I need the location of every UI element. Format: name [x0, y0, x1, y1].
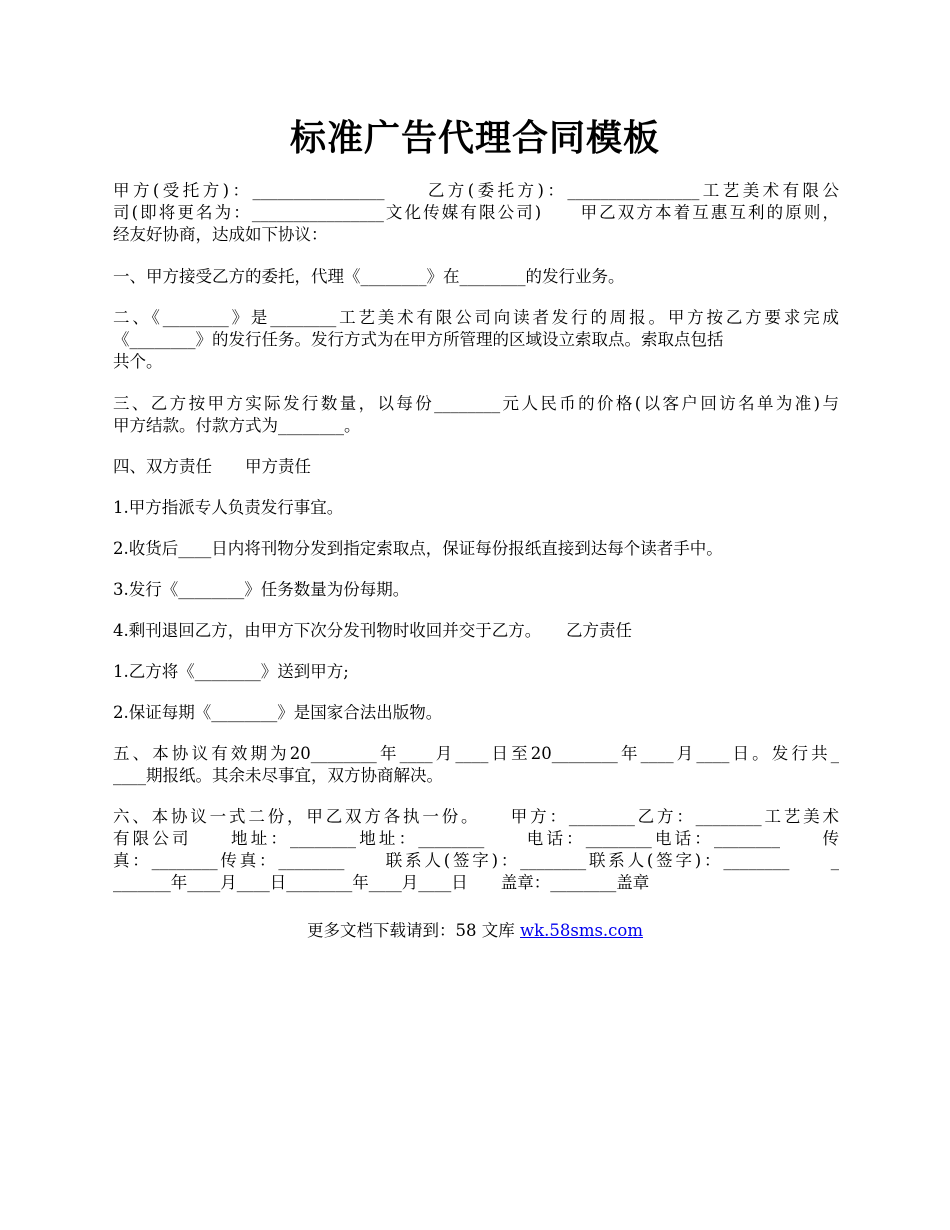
clause-1 [113, 266, 839, 288]
party-a-duty-1 [113, 497, 839, 519]
clause-3 [113, 393, 839, 437]
footer-link[interactable]: wk.58sms.com [519, 921, 643, 940]
text-line: 五、本协议有效期为20________年____月____日至20________年____月____日。发行共_ [113, 744, 839, 763]
text-line: 1.乙方将《________》送到甲方; [113, 662, 349, 681]
party-b-duty-1 [113, 661, 839, 683]
party-a-duty-3 [113, 579, 839, 601]
text-line: 三、乙方按甲方实际发行数量，以每份________元人民币的价格(以客户回访名单为准)与 [113, 394, 839, 413]
party-a-duty-2 [113, 538, 839, 560]
text-line: 4.剩刊退回乙方，由甲方下次分发刊物时收回并交于乙方。 乙方责任 [113, 621, 632, 640]
text-line: 甲方结款。付款方式为________。 [113, 416, 361, 435]
text-line: 3.发行《________》任务数量为份每期。 [113, 580, 410, 599]
text-line: 共个。 [113, 352, 163, 371]
text-line: 1.甲方指派专人负责发行事宜。 [113, 498, 344, 517]
text-line: 真：________传真：________ 联系人(签字)：________联系人(签字)：________ _ [113, 851, 839, 870]
document-title: 标准广告代理合同模板 [289, 117, 660, 159]
text-line: 有限公司 地址：________地址：________ 电话：________电话：________ 传 [113, 829, 839, 848]
text-line: 甲方(受托方)：________________ 乙方(委托方)：________________工艺美术有限公 [113, 181, 839, 200]
download-footer [0, 917, 950, 941]
party-a-duty-4 [113, 620, 839, 642]
clause-4-heading [113, 456, 839, 478]
clause-6-signatures [113, 806, 839, 894]
text-line: ____期报纸。其余未尽事宜，双方协商解决。 [113, 766, 443, 785]
text-line: 《________》的发行任务。发行方式为在甲方所管理的区域设立索取点。索取点包括 [113, 330, 724, 349]
text-line: 经友好协商，达成如下协议： [113, 225, 328, 244]
text-line: 司(即将更名为：________________文化传媒有限公司) 甲乙双方本着互惠互利的原则， [113, 203, 839, 222]
party-b-duty-2 [113, 702, 839, 724]
clause-2 [113, 307, 839, 373]
text-line: 四、双方责任 甲方责任 [113, 457, 311, 476]
text-line: 2.收货后____日内将刊物分发到指定索取点，保证每份报纸直接到达每个读者手中。 [113, 539, 723, 558]
text-line: 2.保证每期《________》是国家合法出版物。 [113, 703, 443, 722]
text-line: 六、本协议一式二份，甲乙双方各执一份。 甲方：________乙方：________工艺美术 [113, 807, 839, 826]
text-line: _______年____月____日________年____月____日 盖章：________盖章 [113, 873, 650, 892]
clause-5 [113, 743, 839, 787]
footer-text: 更多文档下载请到：58 文库 [306, 921, 520, 940]
text-line: 二、《________》是________工艺美术有限公司向读者发行的周报。甲方按乙方要求完成 [113, 308, 839, 327]
text-line: 一、甲方接受乙方的委托，代理《________》在________的发行业务。 [113, 267, 625, 286]
paragraph-parties [113, 180, 839, 246]
